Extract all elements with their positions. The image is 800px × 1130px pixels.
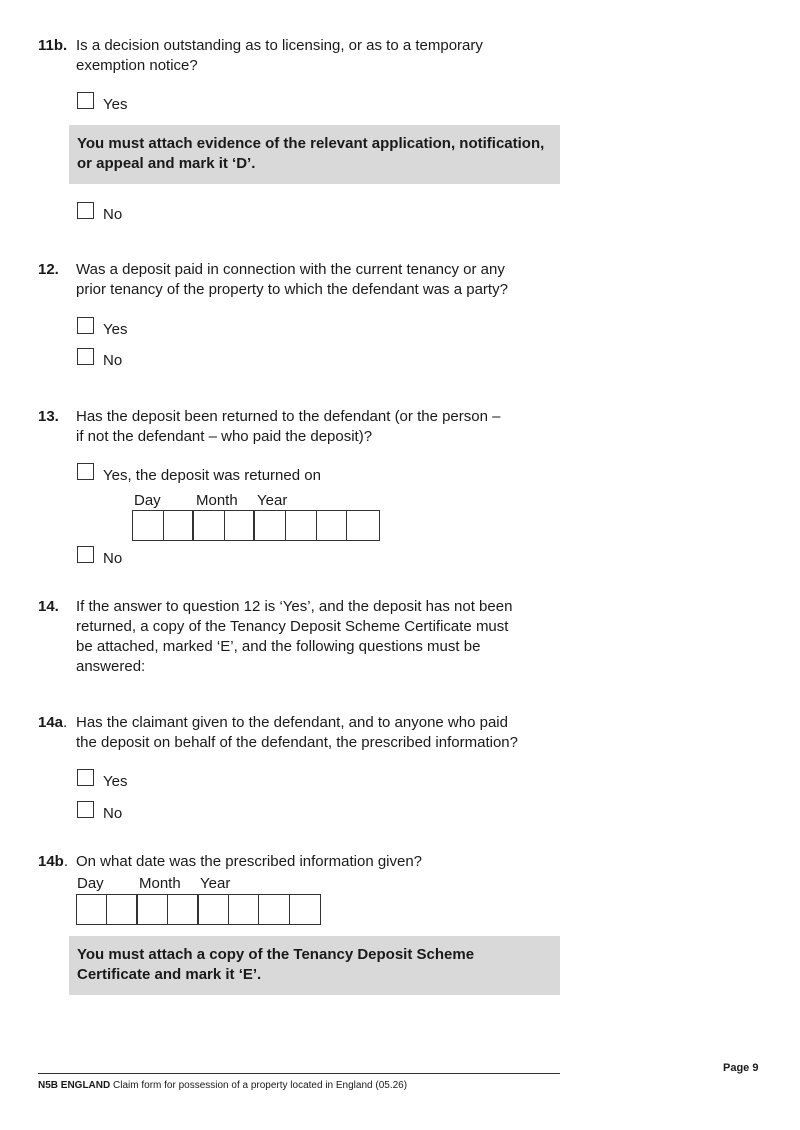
- question-text-line: exemption notice?: [76, 57, 198, 74]
- question-number-11b: 11b.: [38, 37, 68, 54]
- month-digit-box[interactable]: [225, 511, 256, 540]
- q11b-yes-checkbox[interactable]: [77, 92, 94, 109]
- question-text-line: prior tenancy of the property to which the defendant was a party?: [76, 281, 508, 298]
- q14b-day-label: Day: [77, 875, 104, 892]
- form-code: N5B ENGLAND: [38, 1080, 111, 1091]
- q13-month-label: Month: [196, 492, 238, 509]
- q13-day-label: Day: [134, 492, 161, 509]
- question-text-11b: [76, 36, 576, 76]
- footer-divider: [38, 1073, 560, 1074]
- year-digit-box[interactable]: [199, 895, 229, 924]
- question-text-line: be attached, marked ‘E’, and the following questions must be: [76, 638, 481, 655]
- q12-yes-label: Yes: [103, 321, 128, 338]
- month-digit-box[interactable]: [138, 895, 168, 924]
- year-digit-box[interactable]: [290, 895, 320, 924]
- form-title: Claim form for possession of a property located in England (05.26): [113, 1080, 408, 1091]
- question-text-line: the deposit on behalf of the defendant, the prescribed information?: [76, 734, 518, 751]
- question-text-14: [76, 597, 576, 677]
- question-text-line: answered:: [76, 658, 146, 675]
- question-text-line: returned, a copy of the Tenancy Deposit Scheme Certificate must: [76, 618, 509, 635]
- q11b-no-label: No: [103, 206, 123, 223]
- q14b-instruction-box: [69, 936, 560, 995]
- q14a-yes-checkbox[interactable]: [77, 769, 94, 786]
- q11b-instruction-box: [69, 125, 560, 184]
- question-number-value: 14b: [38, 853, 64, 870]
- question-text-line: Is a decision outstanding as to licensing, or as to a temporary: [76, 37, 483, 54]
- q14b-date-input[interactable]: [76, 894, 321, 925]
- q12-no-label: No: [103, 352, 123, 369]
- question-text-14b: [76, 852, 576, 872]
- q13-yes-checkbox[interactable]: [77, 463, 94, 480]
- question-text-13: [76, 407, 576, 447]
- footer: [38, 1079, 407, 1092]
- q11b-no-checkbox[interactable]: [77, 202, 94, 219]
- year-digit-box[interactable]: [229, 895, 259, 924]
- question-text-line: Has the deposit been returned to the defendant (or the person –: [76, 408, 501, 425]
- year-digit-box[interactable]: [259, 895, 289, 924]
- q12-yes-checkbox[interactable]: [77, 317, 94, 334]
- instruction-line: You must attach evidence of the relevant application, notification,: [77, 135, 545, 152]
- month-digit-box[interactable]: [168, 895, 198, 924]
- q11b-yes-label: Yes: [103, 96, 128, 113]
- instruction-line: or appeal and mark it ‘D’.: [77, 155, 256, 172]
- q14a-yes-label: Yes: [103, 773, 128, 790]
- q13-yes-label: Yes, the deposit was returned on: [103, 467, 321, 484]
- day-digit-box[interactable]: [164, 511, 195, 540]
- day-digit-box[interactable]: [77, 895, 107, 924]
- question-number-12: 12.: [38, 261, 59, 278]
- question-number-suffix: .: [63, 853, 69, 870]
- question-text-line: If the answer to question 12 is ‘Yes’, and the deposit has not been: [76, 598, 513, 615]
- question-text-line: if not the defendant – who paid the deposit)?: [76, 428, 373, 445]
- question-text-line: Has the claimant given to the defendant, and to anyone who paid: [76, 714, 508, 731]
- q14a-no-label: No: [103, 805, 123, 822]
- q12-no-checkbox[interactable]: [77, 348, 94, 365]
- q14b-year-label: Year: [200, 875, 231, 892]
- q13-year-label: Year: [257, 492, 288, 509]
- day-digit-box[interactable]: [133, 511, 164, 540]
- year-digit-box[interactable]: [347, 511, 378, 540]
- question-number-value: 14a: [38, 714, 64, 731]
- question-text-14a: [76, 713, 576, 753]
- day-digit-box[interactable]: [107, 895, 137, 924]
- instruction-line: You must attach a copy of the Tenancy Deposit Scheme: [77, 946, 475, 963]
- year-digit-box[interactable]: [286, 511, 317, 540]
- question-number-14b: [38, 852, 68, 872]
- year-digit-box[interactable]: [317, 511, 348, 540]
- q14b-month-label: Month: [139, 875, 181, 892]
- question-number-14: 14.: [38, 598, 59, 615]
- question-text-12: [76, 260, 576, 300]
- q13-date-input[interactable]: [132, 510, 380, 541]
- q13-no-checkbox[interactable]: [77, 546, 94, 563]
- instruction-line: Certificate and mark it ‘E’.: [77, 966, 262, 983]
- question-number-13: 13.: [38, 408, 59, 425]
- question-text-line: Was a deposit paid in connection with the current tenancy or any: [76, 261, 505, 278]
- page-number: Page 9: [723, 1062, 759, 1074]
- q13-no-label: No: [103, 550, 123, 567]
- question-number-14a: [38, 713, 67, 733]
- year-digit-box[interactable]: [255, 511, 286, 540]
- question-number-suffix: .: [63, 714, 68, 731]
- question-text-line: On what date was the prescribed information given?: [76, 853, 423, 870]
- q14a-no-checkbox[interactable]: [77, 801, 94, 818]
- month-digit-box[interactable]: [194, 511, 225, 540]
